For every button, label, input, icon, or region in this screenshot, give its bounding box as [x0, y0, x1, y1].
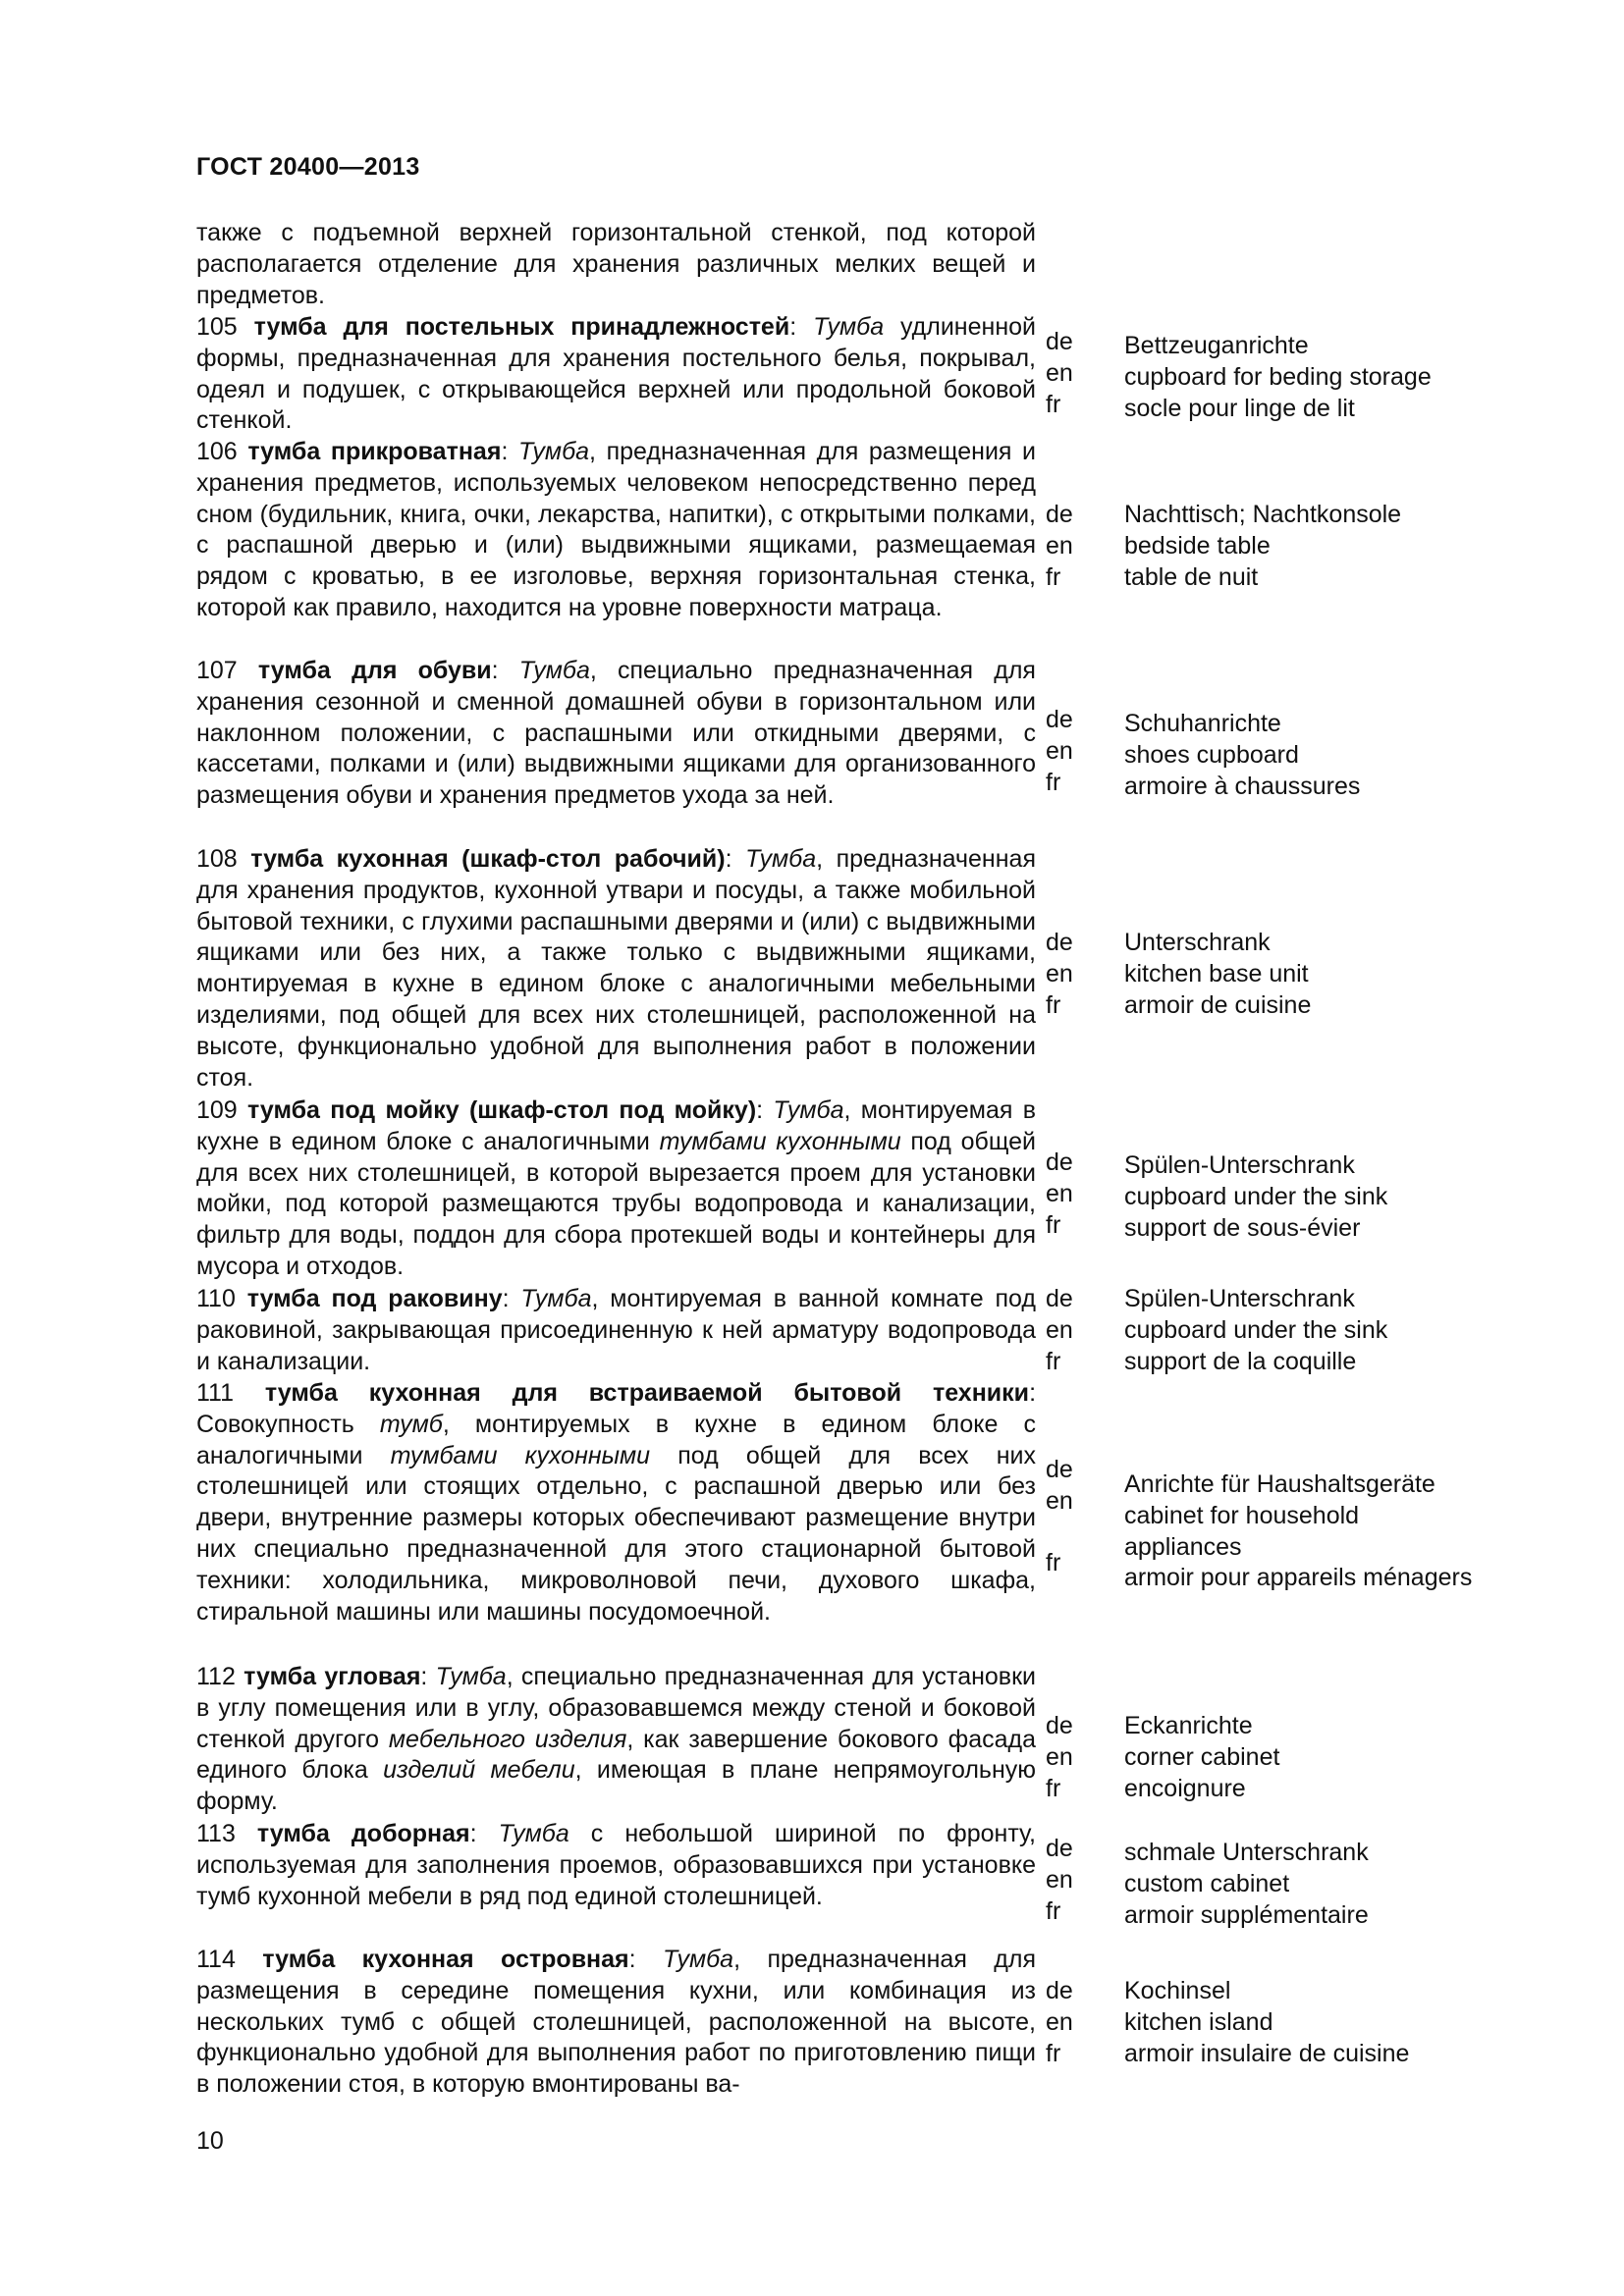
lang-en: en	[1046, 358, 1073, 387]
definition-text: с небольшой шириной по фронту, используемая для заполнения проемов, образовавшихся при установке тумб кухонной мебели в ряд под единой столешницей.	[196, 1820, 1036, 1910]
term-ref: Тумба	[518, 657, 590, 684]
lang-de: de	[1046, 1285, 1073, 1312]
lang-de: de	[1046, 706, 1073, 733]
term-ref: Тумба	[435, 1663, 507, 1690]
lang-de: de	[1046, 1456, 1073, 1483]
translations	[1124, 1976, 1537, 2069]
language-codes	[1046, 1834, 1085, 1927]
translation-fr: armoir pour appareils ménagers	[1124, 1564, 1473, 1592]
separator: :	[420, 1663, 436, 1690]
term-title: тумба под мойку (шкаф-стол под мойку)	[247, 1096, 757, 1124]
translation-de: Anrichte für Haushaltsgeräte	[1124, 1470, 1435, 1498]
translations	[1124, 709, 1537, 802]
term-number: 114	[196, 1946, 236, 1973]
term-definition	[196, 844, 1036, 1094]
term-title: тумба кухонная (шкаф-стол рабочий)	[250, 845, 726, 873]
translations	[1124, 1150, 1537, 1244]
translations	[1124, 1469, 1537, 1594]
language-codes	[1046, 1148, 1085, 1241]
page-number: 10	[196, 2127, 224, 2155]
term-ref: Тумба	[745, 845, 817, 873]
translations	[1124, 331, 1537, 424]
definition-text: , как завершение бокового фасада единого блока	[196, 1725, 1037, 1785]
translation-en: cupboard under the sink	[1124, 1182, 1388, 1210]
term-definition	[196, 1378, 1036, 1628]
document-header: ГОСТ 20400—2013	[196, 153, 420, 181]
lang-en: en	[1046, 1865, 1073, 1894]
lang-de: de	[1046, 1835, 1073, 1862]
separator: :	[789, 313, 814, 341]
term-title: тумба для обуви	[257, 657, 492, 684]
definition-text: под общей для всех них столешницей, в которой вырезается проем для установки мойки, под которой размещаются трубы водопровода и канализации, фильтр для воды, поддон для сбора протекшей воды и контейнеры для мусора и отходов.	[196, 1127, 1036, 1280]
translations	[1124, 1838, 1537, 1931]
term-number: 107	[196, 657, 238, 684]
lang-en: en	[1046, 1486, 1073, 1515]
definition-text: , предназначенная для размещения и хранения предметов, используемых человеком непосредственно перед сном (будильник, книга, очки, лекарства, напитки), с открытыми полками, с распашной дверью и (или) выдвижными ящиками, размещаемая рядом с кроватью, в ее изголовье, верхняя горизонтальная стенка, которой как правило, находится на уровне поверхности матраца.	[196, 438, 1037, 621]
lang-fr: fr	[1046, 2039, 1061, 2067]
term-definition	[196, 1284, 1036, 1377]
term-definition	[196, 1945, 1036, 2101]
term-ref: Тумба	[517, 438, 590, 465]
translation-de: schmale Unterschrank	[1124, 1839, 1369, 1866]
translation-en: shoes cupboard	[1124, 740, 1299, 769]
term-number: 110	[196, 1285, 236, 1312]
translation-de: Schuhanrichte	[1124, 710, 1281, 737]
translation-de: Spülen-Unterschrank	[1124, 1285, 1355, 1312]
language-codes	[1046, 500, 1085, 593]
term-number: 112	[196, 1663, 236, 1690]
term-ref: Тумба	[520, 1285, 592, 1312]
term-ref: Тумба	[663, 1946, 734, 1973]
term-ref: тумбами кухонными	[390, 1441, 651, 1469]
term-definition	[196, 1095, 1036, 1283]
lang-en: en	[1046, 736, 1073, 765]
translations	[1124, 1284, 1537, 1377]
term-title: тумба кухонная для встраиваемой бытовой техники	[264, 1379, 1030, 1407]
separator: :	[469, 1820, 499, 1847]
lang-fr: fr	[1046, 1210, 1061, 1239]
lang-de: de	[1046, 1712, 1073, 1739]
lang-fr: fr	[1046, 768, 1061, 796]
definition-text: , монтируемая в ванной комнате под раковиной, закрывающая присоединенную к ней арматуру водопровода и канализации.	[196, 1285, 1036, 1375]
translation-en: corner cabinet	[1124, 1742, 1280, 1771]
language-codes	[1046, 1976, 1085, 2069]
term-title: тумба для постельных принадлежностей	[253, 313, 790, 341]
translation-en: custom cabinet	[1124, 1869, 1290, 1897]
definition-text: удлиненной формы, предназначенная для хранения постельного белья, покрывал, одеял и подушек, с открывающейся верхней или продольной боковой стенкой.	[196, 313, 1037, 435]
translation-fr: armoir insulaire de cuisine	[1124, 2039, 1410, 2067]
term-ref: изделий мебели	[383, 1756, 575, 1785]
definition-text: , предназначенная для хранения продуктов, кухонной утвари и посуды, а также мобильной бытовой техники, с глухими распашными дверями и (или) с выдвижными ящиками или без них, а также только с выдвижными ящиками, монтируемая в кухне в едином блоке с аналогичными мебельными изделиями, под общей для всех них столешницей, расположенной на высоте, функционально удобной для выполнения работ в положении стоя.	[196, 845, 1036, 1092]
translation-fr: table de nuit	[1124, 562, 1259, 591]
term-ref: Тумба	[498, 1820, 569, 1847]
term-ref: Тумба	[773, 1096, 844, 1124]
term-number: 105	[196, 313, 238, 341]
lang-de: de	[1046, 501, 1073, 528]
lang-de: de	[1046, 328, 1073, 355]
term-title: тумба угловая	[244, 1663, 421, 1690]
translation-en: cupboard for beding storage	[1124, 362, 1432, 391]
term-title: тумба прикроватная	[247, 438, 502, 465]
lang-de: de	[1046, 1148, 1073, 1176]
term-ref: тумб	[379, 1410, 443, 1438]
language-codes	[1046, 327, 1085, 420]
translation-en: cabinet for household appliances	[1124, 1501, 1360, 1561]
lang-en: en	[1046, 1742, 1073, 1771]
lang-en: en	[1046, 2007, 1073, 2036]
separator: :	[756, 1096, 774, 1124]
translation-de: Eckanrichte	[1124, 1712, 1253, 1739]
separator: :	[628, 1946, 664, 1973]
term-number: 111	[196, 1379, 235, 1407]
lang-de: de	[1046, 929, 1073, 956]
translation-fr: armoire à chaussures	[1124, 772, 1361, 800]
term-ref: мебельного изделия	[388, 1725, 627, 1753]
term-number: 108	[196, 845, 238, 873]
language-codes	[1046, 1284, 1085, 1377]
lang-fr: fr	[1046, 990, 1061, 1019]
lang-en: en	[1046, 959, 1073, 988]
lang-de: de	[1046, 1977, 1073, 2004]
term-definition	[196, 312, 1036, 437]
language-codes	[1046, 1455, 1085, 1579]
definition-text: под общей для всех них столешницей или стоящих отдельно, с распашной дверью или без двери, внутренние размеры которых обеспечивают размещение внутри них специально предназначенной для этого стационарной бытовой техники: холодильника, микроволновой печи, духового шкафа, стиральной машины или машины посудомоечной.	[196, 1441, 1036, 1626]
translation-fr: socle pour linge de lit	[1124, 394, 1355, 422]
translations	[1124, 1711, 1537, 1804]
term-ref: тумбами кухонными	[659, 1127, 901, 1155]
term-ref: Тумба	[813, 313, 885, 341]
term-definition	[196, 1662, 1036, 1818]
lang-fr: fr	[1046, 1774, 1061, 1802]
definition-text: , предназначенная для размещения в середине помещения кухни, или комбинация из нескольких тумб с общей столешницей, расположенной на высоте, функционально удобной для выполнения работ по приготовлению пищи в положении стоя, в которую вмонтированы ва-	[196, 1946, 1036, 2099]
term-title: тумба кухонная островная	[262, 1946, 629, 1973]
lang-fr: fr	[1046, 1549, 1061, 1577]
translation-fr: armoir de cuisine	[1124, 990, 1312, 1019]
translation-en: bedside table	[1124, 531, 1271, 560]
term-number: 109	[196, 1096, 238, 1124]
translation-de: Spülen-Unterschrank	[1124, 1151, 1355, 1179]
translation-fr: encoignure	[1124, 1774, 1246, 1802]
term-definition	[196, 1819, 1036, 1912]
language-codes	[1046, 705, 1085, 798]
term-number: 106	[196, 438, 238, 465]
translations	[1124, 928, 1537, 1021]
term-number: 113	[196, 1820, 236, 1847]
translation-de: Kochinsel	[1124, 1977, 1231, 2004]
continuation-paragraph: также с подъемной верхней горизонтальной стенкой, под которой располагается отделение для хранения различных мелких вещей и предметов.	[196, 219, 1036, 309]
translation-en: cupboard under the sink	[1124, 1315, 1388, 1344]
definition-text: , специально предназначенная для хранения сезонной и сменной домашней обуви в горизонтальном или наклонном положении, с распашными или откидными дверями, с кассетами, полками и (или) выдвижными ящиками для организованного размещения обуви и хранения предметов ухода за ней.	[196, 657, 1036, 810]
lang-en: en	[1046, 1315, 1073, 1344]
definition-text: , специально предназначенная для установки в углу помещения или в углу, образовавшемся между стеной и боковой стенкой другого	[196, 1663, 1036, 1753]
translation-de: Bettzeuganrichte	[1124, 332, 1309, 359]
definition-text: , монтируемых в кухне в едином блоке с аналогичными	[196, 1410, 1036, 1469]
term-definition	[196, 437, 1036, 624]
translation-de: Unterschrank	[1124, 929, 1271, 956]
lang-fr: fr	[1046, 562, 1061, 591]
definition-text: , имеющая в плане непрямоугольную форму.	[196, 1756, 1036, 1816]
translations	[1124, 500, 1537, 593]
separator: :	[491, 657, 519, 684]
lang-en: en	[1046, 1179, 1073, 1207]
term-title: тумба доборная	[256, 1820, 470, 1847]
translation-fr: armoir supplémentaire	[1124, 1900, 1369, 1929]
separator: :	[502, 1285, 521, 1312]
definition-text: Совокупность	[196, 1410, 380, 1438]
definition-text: , монтируемая в кухне в едином блоке с аналогичными	[196, 1096, 1036, 1155]
separator: :	[1029, 1379, 1037, 1407]
separator: :	[725, 845, 746, 873]
language-codes	[1046, 928, 1085, 1021]
language-codes	[1046, 1711, 1085, 1804]
separator: :	[501, 438, 518, 465]
lang-fr: fr	[1046, 1896, 1061, 1925]
translation-fr: support de la coquille	[1124, 1347, 1357, 1375]
term-definition	[196, 656, 1036, 812]
translation-en: kitchen island	[1124, 2007, 1273, 2036]
lang-fr: fr	[1046, 390, 1061, 418]
lang-fr: fr	[1046, 1347, 1061, 1375]
translation-en: kitchen base unit	[1124, 959, 1309, 988]
translation-fr: support de sous-évier	[1124, 1213, 1361, 1242]
lang-en: en	[1046, 531, 1073, 560]
term-title: тумба под раковину	[246, 1285, 503, 1312]
translation-de: Nachttisch; Nachtkonsole	[1124, 501, 1402, 528]
